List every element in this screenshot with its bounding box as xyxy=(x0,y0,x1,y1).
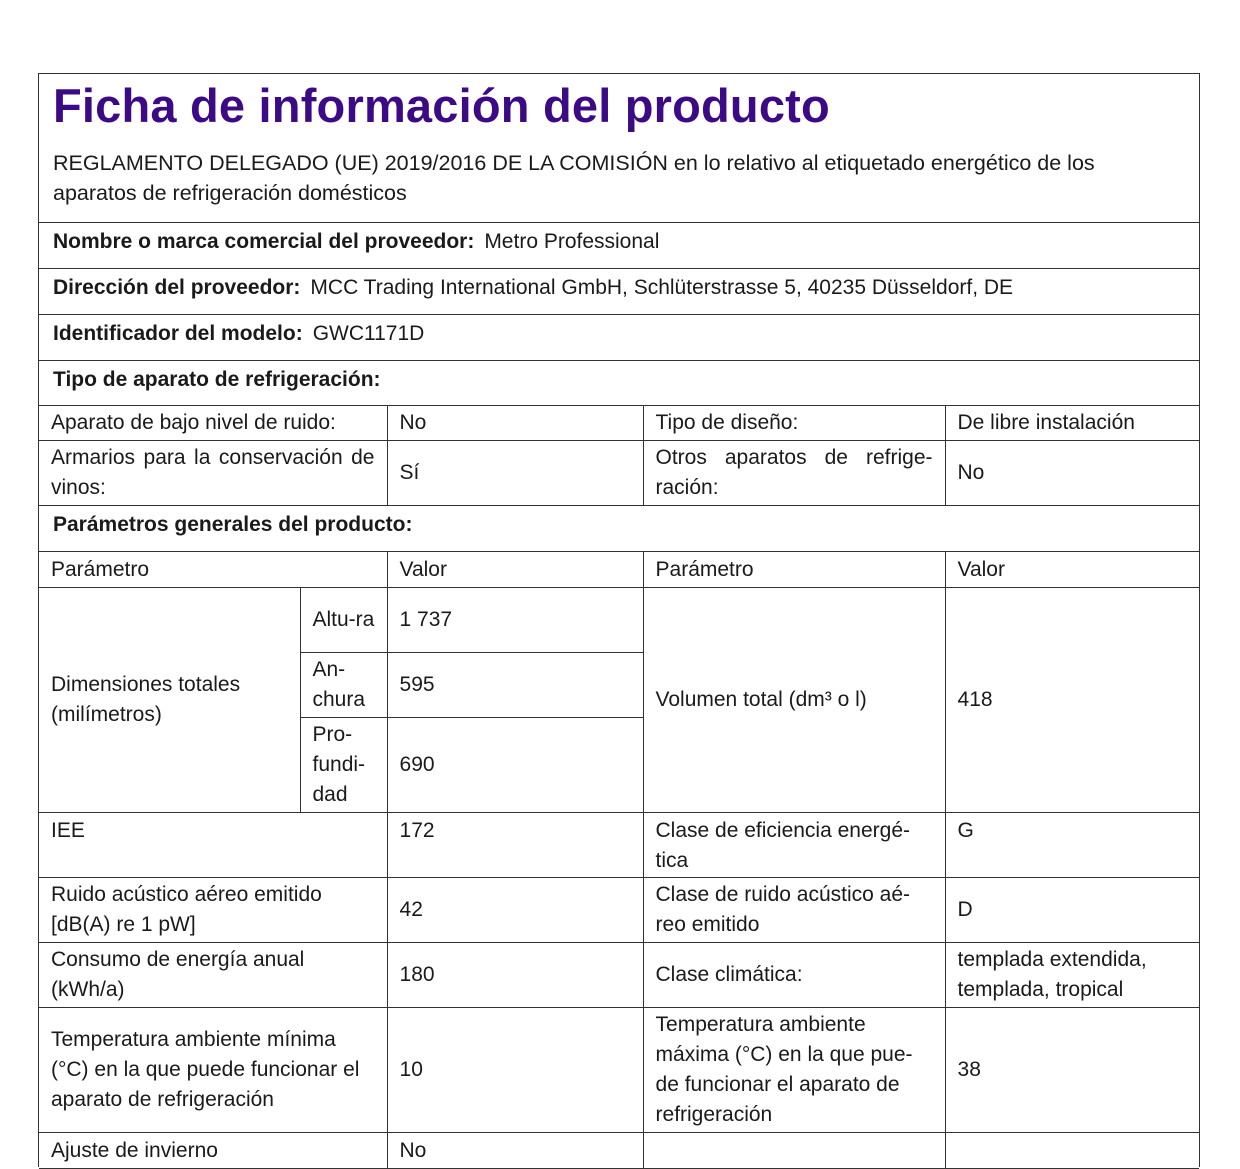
consumption-value: 180 xyxy=(387,943,643,1008)
volume-label: Volumen total (dm³ o l) xyxy=(643,588,945,813)
design-type-value: De libre instalación xyxy=(945,406,1199,441)
model-label: Identificador del modelo: xyxy=(53,322,303,345)
min-temp-value: 10 xyxy=(387,1008,643,1133)
param-header-2: Parámetro xyxy=(643,552,945,588)
width-label: An-chura xyxy=(300,653,387,718)
max-temp-value: 38 xyxy=(945,1008,1199,1133)
supplier-value: Metro Professional xyxy=(484,230,660,253)
general-params-heading: Parámetros generales del producto: xyxy=(53,513,413,536)
winter-setting-label: Ajuste de invierno xyxy=(39,1133,387,1169)
address-value: MCC Trading International GmbH, Schlüterstrasse 5, 40235 Düsseldorf, DE xyxy=(310,276,1014,299)
parameters-table xyxy=(39,551,1199,1169)
consumption-label: Consumo de energía anual (kWh/a) xyxy=(39,943,387,1008)
noise-value: 42 xyxy=(387,878,643,943)
value-header-2: Valor xyxy=(945,552,1199,588)
address-row xyxy=(39,268,1199,314)
depth-value: 690 xyxy=(387,718,643,813)
min-temp-label: Temperatura ambiente mínima (°C) en la que puede funcionar el aparato de refrigeración xyxy=(39,1008,387,1133)
value-header-1: Valor xyxy=(387,552,643,588)
param-header-1: Parámetro xyxy=(39,552,387,588)
page-title: Ficha de información del producto xyxy=(53,79,830,132)
appliance-type-heading-row xyxy=(39,360,1199,405)
climate-class-label: Clase climática: xyxy=(643,943,945,1008)
empty-cell xyxy=(643,1133,945,1169)
appliance-type-heading: Tipo de aparato de refrigeración: xyxy=(53,368,381,391)
supplier-label: Nombre o marca comercial del proveedor: xyxy=(53,230,475,253)
depth-label: Pro-fundi-dad xyxy=(300,718,387,813)
supplier-row xyxy=(39,222,1199,268)
other-appliance-label: Otros aparatos de refrige-ración: xyxy=(643,441,945,506)
other-appliance-value: No xyxy=(945,441,1199,506)
low-noise-value: No xyxy=(387,406,643,441)
model-value: GWC1171D xyxy=(312,322,425,345)
volume-value: 418 xyxy=(945,588,1199,813)
product-info-sheet xyxy=(38,73,1200,1167)
eei-value: 172 xyxy=(387,813,643,878)
max-temp-label: Temperatura ambiente máxima (°C) en la que pue-de funcionar el aparato de refrigeración xyxy=(643,1008,945,1133)
model-row xyxy=(39,314,1199,360)
energy-class-value: G xyxy=(945,813,1199,878)
noise-class-value: D xyxy=(945,878,1199,943)
regulation-subtitle: REGLAMENTO DELEGADO (UE) 2019/2016 DE LA COMISIÓN en lo relativo al etiquetado energético de los aparatos de refrigeración domésticos xyxy=(53,151,1095,205)
winter-setting-value: No xyxy=(387,1133,643,1169)
height-value: 1 737 xyxy=(387,588,643,653)
design-type-label: Tipo de diseño: xyxy=(643,406,945,441)
eei-label: IEE xyxy=(39,813,387,878)
noise-label: Ruido acústico aéreo emitido [dB(A) re 1 pW] xyxy=(39,878,387,943)
empty-cell xyxy=(945,1133,1199,1169)
energy-class-label: Clase de eficiencia energé-tica xyxy=(643,813,945,878)
low-noise-label: Aparato de bajo nivel de ruido: xyxy=(39,406,387,441)
dimensions-label: Dimensiones totales (milímetros) xyxy=(39,588,300,813)
wine-storage-value: Sí xyxy=(387,441,643,506)
address-label: Dirección del proveedor: xyxy=(53,276,301,299)
height-label: Altu-ra xyxy=(300,588,387,653)
general-params-heading-row xyxy=(39,505,1199,551)
climate-class-value: templada extendida, templada, tropical xyxy=(945,943,1199,1008)
width-value: 595 xyxy=(387,653,643,718)
noise-class-label: Clase de ruido acústico aé-reo emitido xyxy=(643,878,945,943)
wine-storage-label: Armarios para la conservación de vinos: xyxy=(39,441,387,506)
appliance-type-table xyxy=(39,405,1199,506)
